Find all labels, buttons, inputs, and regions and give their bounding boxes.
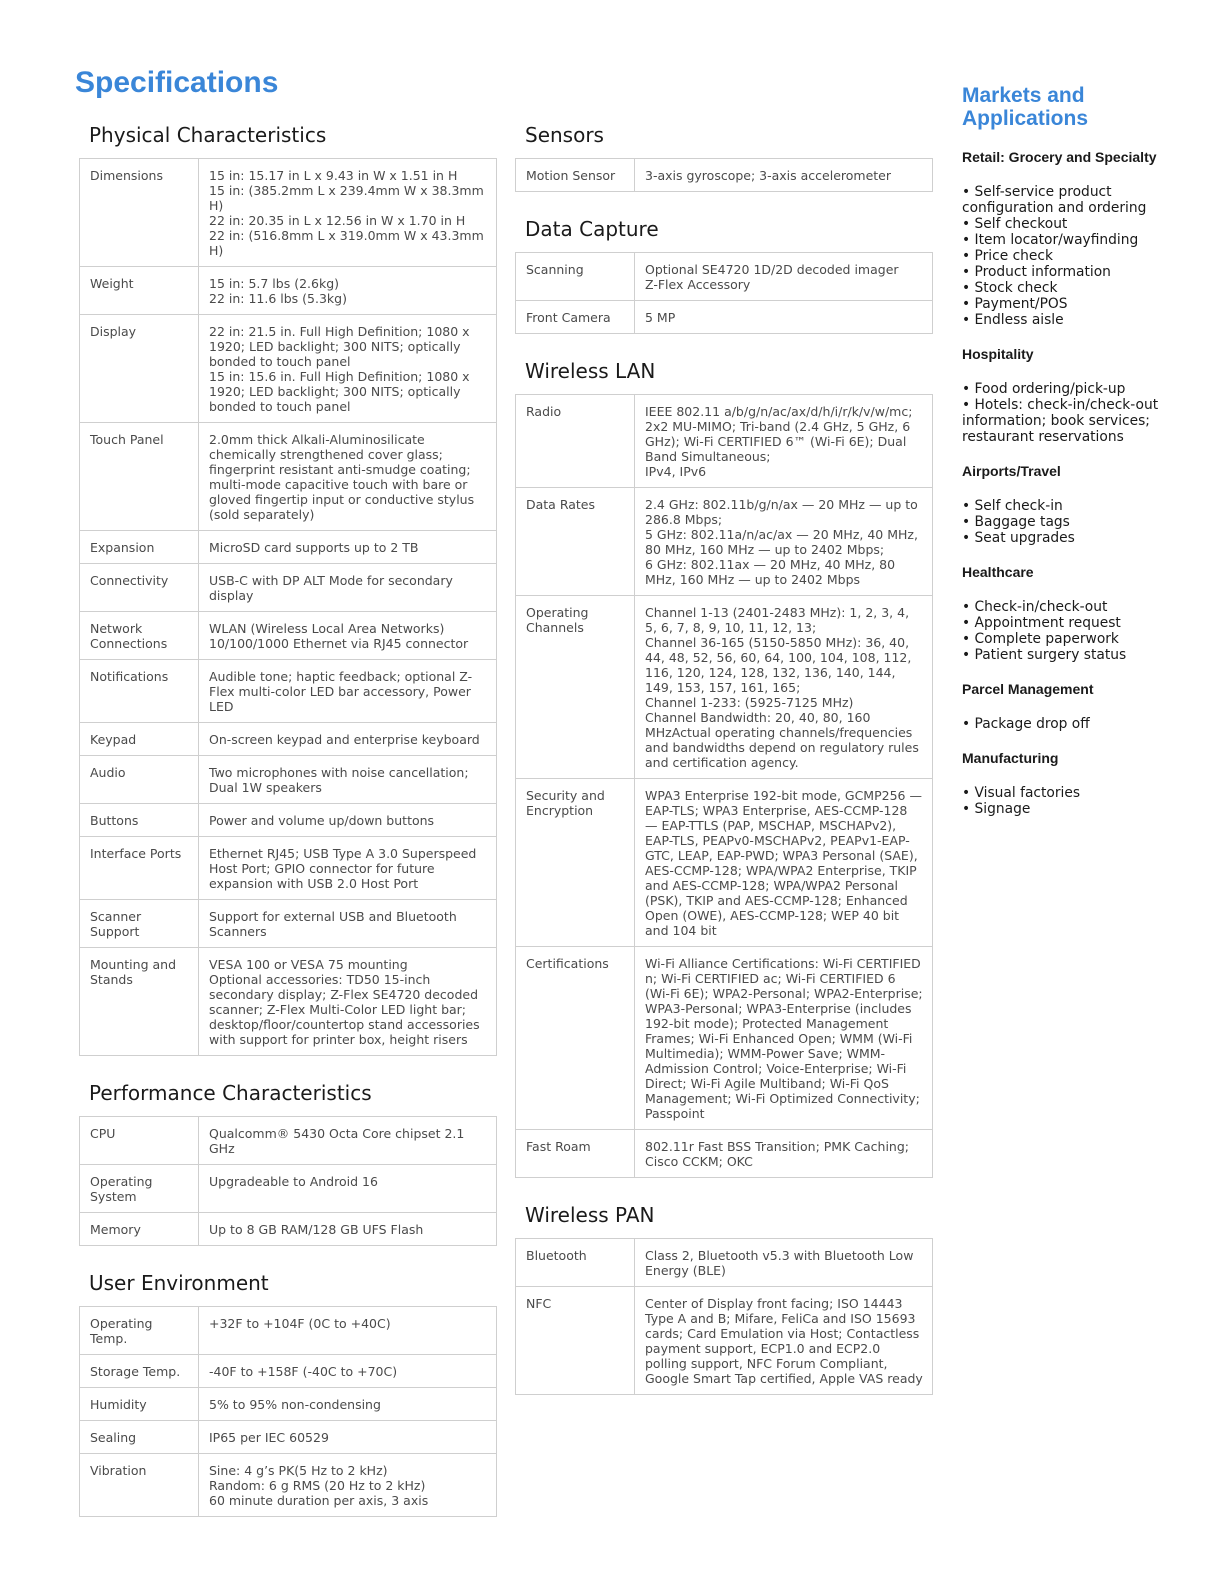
spec-value-line: Qualcomm® 5430 Octa Core chipset 2.1 GHz xyxy=(209,1126,465,1156)
spec-value-line: Channel Bandwidth: 20, 40, 80, 160 MHzActual operating channels/frequencies and bandwidths depend on regulatory rules and certification agency. xyxy=(645,710,919,770)
spec-section-sensors xyxy=(515,120,933,192)
spec-value-line: USB-C with DP ALT Mode for secondary display xyxy=(209,573,453,603)
market-heading: Healthcare xyxy=(962,564,1034,580)
spec-value-line: 2.0mm thick Alkali-Aluminosilicate chemically strengthened cover glass; fingerprint resistant anti-smudge coating; multi-mode capacitive touch with bare or gloved fingertip input or conductive stylus (sold separately) xyxy=(209,432,475,522)
table-row xyxy=(80,267,497,315)
table-row xyxy=(516,488,933,596)
list-item: • Visual factories xyxy=(962,785,1081,801)
spec-value xyxy=(199,723,497,756)
spec-value xyxy=(199,837,497,900)
list-item: • Seat upgrades xyxy=(962,530,1075,546)
spec-value xyxy=(199,159,497,267)
spec-value xyxy=(635,1287,933,1395)
spec-value-line: Channel 1-233: (5925-7125 MHz) xyxy=(645,695,854,710)
spec-table xyxy=(79,1116,497,1246)
spec-label: Scanning xyxy=(516,253,635,301)
table-row xyxy=(80,948,497,1056)
list-item: • Payment/POS xyxy=(962,296,1068,312)
spec-value-line: 5% to 95% non-condensing xyxy=(209,1397,381,1412)
section-title: Data Capture xyxy=(525,217,659,241)
table-row xyxy=(516,779,933,947)
spec-value-line: Ethernet RJ45; USB Type A 3.0 Superspeed Host Port; GPIO connector for future expansion with USB 2.0 Host Port xyxy=(209,846,477,891)
spec-label: Bluetooth xyxy=(516,1239,635,1287)
table-row xyxy=(516,1130,933,1178)
table-row xyxy=(80,1213,497,1246)
spec-label: Memory xyxy=(80,1213,199,1246)
spec-section-wireless-lan xyxy=(515,356,933,1178)
spec-label: Security and Encryption xyxy=(516,779,635,947)
list-item: • Check-in/check-out xyxy=(962,599,1108,615)
spec-label: Keypad xyxy=(80,723,199,756)
spec-value-line: Upgradeable to Android 16 xyxy=(209,1174,378,1189)
spec-label: Weight xyxy=(80,267,199,315)
market-items xyxy=(962,381,1202,445)
spec-value-line: Support for external USB and Bluetooth Scanners xyxy=(209,909,457,939)
spec-value-line: Two microphones with noise cancellation; Dual 1W speakers xyxy=(209,765,469,795)
spec-label: Connectivity xyxy=(80,564,199,612)
spec-value xyxy=(199,315,497,423)
list-item: • Item locator/wayfinding xyxy=(962,232,1139,248)
list-item: • Signage xyxy=(962,801,1031,817)
spec-label: Audio xyxy=(80,756,199,804)
list-item: • Baggage tags xyxy=(962,514,1070,530)
spec-label: Certifications xyxy=(516,947,635,1130)
table-row xyxy=(516,596,933,779)
market-heading: Airports/Travel xyxy=(962,463,1061,479)
list-item: • Stock check xyxy=(962,280,1058,296)
spec-value-line: Audible tone; haptic feedback; optional Z-Flex multi-color LED bar accessory, Power LED xyxy=(209,669,473,714)
spec-label: Storage Temp. xyxy=(80,1355,199,1388)
spec-value-line: Class 2, Bluetooth v5.3 with Bluetooth Low Energy (BLE) xyxy=(645,1248,914,1278)
middle-spec-column xyxy=(515,120,933,1417)
spec-label: Mounting and Stands xyxy=(80,948,199,1056)
spec-value xyxy=(199,804,497,837)
spec-table xyxy=(79,1306,497,1517)
table-row xyxy=(80,723,497,756)
list-item: • Price check xyxy=(962,248,1053,264)
spec-value xyxy=(199,660,497,723)
spec-value xyxy=(199,267,497,315)
spec-value-line: Random: 6 g RMS (20 Hz to 2 kHz) xyxy=(209,1478,426,1493)
spec-value-line: Up to 8 GB RAM/128 GB UFS Flash xyxy=(209,1222,424,1237)
spec-value xyxy=(635,488,933,596)
table-row xyxy=(516,947,933,1130)
spec-value-line: 22 in: 20.35 in L x 12.56 in W x 1.70 in H xyxy=(209,213,466,228)
market-items xyxy=(962,785,1202,817)
table-row xyxy=(516,395,933,488)
spec-label: Dimensions xyxy=(80,159,199,267)
market-heading: Parcel Management xyxy=(962,681,1094,697)
spec-label: Radio xyxy=(516,395,635,488)
table-row xyxy=(516,253,933,301)
table-row xyxy=(80,660,497,723)
table-row xyxy=(516,159,933,192)
spec-value-line: IPv4, IPv6 xyxy=(645,464,707,479)
spec-value xyxy=(199,1421,497,1454)
spec-value-line: Channel 36-165 (5150-5850 MHz): 36, 40, 44, 48, 52, 56, 60, 64, 100, 104, 108, 112, 116, 120, 124, 128, 132, 136, 140, 144, 149, 153, 157, 161, 165; xyxy=(645,635,912,695)
spec-value-line: 802.11r Fast BSS Transition; PMK Caching; Cisco CCKM; OKC xyxy=(645,1139,909,1169)
sidebar-title: Markets and Applications xyxy=(962,84,1089,130)
spec-value xyxy=(635,253,933,301)
list-item: • Food ordering/pick-up xyxy=(962,381,1126,397)
spec-value-line: 10/100/1000 Ethernet via RJ45 connector xyxy=(209,636,469,651)
spec-value-line: 15 in: 5.7 lbs (2.6kg) xyxy=(209,276,340,291)
section-title: Sensors xyxy=(525,123,604,147)
spec-value-line: Z-Flex Accessory xyxy=(645,277,751,292)
spec-value xyxy=(199,531,497,564)
spec-label: Data Rates xyxy=(516,488,635,596)
spec-label: Vibration xyxy=(80,1454,199,1517)
markets-sidebar xyxy=(962,84,1202,835)
table-row xyxy=(80,756,497,804)
spec-value-line: +32F to +104F (0C to +40C) xyxy=(209,1316,391,1331)
spec-label: Notifications xyxy=(80,660,199,723)
spec-label: Operating Channels xyxy=(516,596,635,779)
spec-value-line: 5 MP xyxy=(645,310,676,325)
spec-value-line: Wi-Fi Alliance Certifications: Wi-Fi CERTIFIED n; Wi-Fi CERTIFIED ac; Wi-Fi CERTIFIED 6 (Wi-Fi 6E); WPA2-Personal; WPA2-Enterprise; WPA3-Personal; WPA3-Enterprise (includes 192-bit mode); Protected Management Frames; Wi-Fi Enhanced Open; WMM (Wi-Fi Multimedia); WMM-Power Save; WMM-Admission Control; Voice-Enterprise; Wi-Fi Direct; Wi-Fi Agile Multiband; Wi-Fi QoS Management; Wi-Fi Optimized Connectivity; Passpoint xyxy=(645,956,923,1121)
spec-value-line: 15 in: 15.6 in. Full High Definition; 1080 x 1920; LED backlight; 300 NITS; optically bonded to touch panel xyxy=(209,369,470,414)
spec-label: Interface Ports xyxy=(80,837,199,900)
spec-value xyxy=(199,1454,497,1517)
table-row xyxy=(80,837,497,900)
spec-label: Operating System xyxy=(80,1165,199,1213)
market-items xyxy=(962,599,1202,663)
section-title: Wireless PAN xyxy=(525,1203,655,1227)
spec-value xyxy=(635,596,933,779)
market-items xyxy=(962,716,1202,732)
table-row xyxy=(80,531,497,564)
market-heading: Hospitality xyxy=(962,346,1034,362)
spec-value xyxy=(635,395,933,488)
list-item: • Endless aisle xyxy=(962,312,1064,328)
table-row xyxy=(80,1165,497,1213)
section-title: Performance Characteristics xyxy=(89,1081,372,1105)
spec-section-user-environment xyxy=(79,1268,497,1517)
list-item: • Complete paperwork xyxy=(962,631,1119,647)
spec-value-line: MicroSD card supports up to 2 TB xyxy=(209,540,419,555)
spec-value-line: IEEE 802.11 a/b/g/n/ac/ax/d/h/i/r/k/v/w/mc; 2x2 MU-MIMO; Tri-band (2.4 GHz, 5 GHz, 6 GHz); Wi-Fi CERTIFIED 6™ (Wi-Fi 6E); Dual Band Simultaneous; xyxy=(645,404,913,464)
table-row xyxy=(80,1388,497,1421)
page-title: Specifications xyxy=(75,66,279,99)
spec-label: Expansion xyxy=(80,531,199,564)
spec-value-line: Channel 1-13 (2401-2483 MHz): 1, 2, 3, 4, 5, 6, 7, 8, 9, 10, 11, 12, 13; xyxy=(645,605,910,635)
spec-value-line: WPA3 Enterprise 192-bit mode, GCMP256 — EAP-TLS; WPA3 Enterprise, AES-CCMP-128 — EAP-TTLS (PAP, MSCHAP, MSCHAPv2), EAP-TLS, PEAPv0-MSCHAPv2, PEAPv1-EAP-GTC, LEAP, EAP-PWD; WPA3 Personal (SAE), AES-CCMP-128; WPA/WPA2 Enterprise, TKIP and AES-CCMP-128; WPA/WPA2 Personal (PSK), TKIP and AES-CCMP-128; Enhanced Open (OWE), AES-CCMP-128; WEP 40 bit and 104 bit xyxy=(645,788,922,938)
spec-label: Buttons xyxy=(80,804,199,837)
table-row xyxy=(80,159,497,267)
list-item: • Package drop off xyxy=(962,716,1090,732)
spec-label: Display xyxy=(80,315,199,423)
spec-value-line: VESA 100 or VESA 75 mounting xyxy=(209,957,408,972)
spec-label: Scanner Support xyxy=(80,900,199,948)
spec-label: Touch Panel xyxy=(80,423,199,531)
spec-value xyxy=(199,612,497,660)
spec-label: CPU xyxy=(80,1117,199,1165)
spec-label: NFC xyxy=(516,1287,635,1395)
spec-value xyxy=(635,779,933,947)
spec-section-physical-characteristics xyxy=(79,120,497,1056)
list-item: • Product information xyxy=(962,264,1111,280)
spec-value xyxy=(199,564,497,612)
spec-value xyxy=(199,1388,497,1421)
table-row xyxy=(80,612,497,660)
markets-list xyxy=(962,149,1202,817)
spec-value xyxy=(199,756,497,804)
spec-value xyxy=(199,423,497,531)
table-row xyxy=(516,301,933,334)
spec-value-line: 5 GHz: 802.11a/n/ac/ax — 20 MHz, 40 MHz, 80 MHz, 160 MHz — up to 2402 Mbps; xyxy=(645,527,918,557)
spec-value-line: 6 GHz: 802.11ax — 20 MHz, 40 MHz, 80 MHz, 160 MHz — up to 2402 Mbps xyxy=(645,557,896,587)
spec-value-line: 60 minute duration per axis, 3 axis xyxy=(209,1493,429,1508)
table-row xyxy=(80,900,497,948)
spec-value xyxy=(199,1165,497,1213)
spec-value xyxy=(199,1213,497,1246)
section-title: Wireless LAN xyxy=(525,359,656,383)
list-item: • Appointment request xyxy=(962,615,1121,631)
table-row xyxy=(80,1454,497,1517)
spec-value xyxy=(635,947,933,1130)
spec-value-line: 15 in: 15.17 in L x 9.43 in W x 1.51 in H xyxy=(209,168,458,183)
spec-value-line: -40F to +158F (-40C to +70C) xyxy=(209,1364,398,1379)
spec-value-line: 22 in: (516.8mm L x 319.0mm W x 43.3mm H) xyxy=(209,228,484,258)
table-row xyxy=(80,1307,497,1355)
list-item: • Self-service product configuration and ordering xyxy=(962,184,1147,216)
spec-value-line: On-screen keypad and enterprise keyboard xyxy=(209,732,480,747)
list-item: • Hotels: check-in/check-out information; book services; restaurant reservations xyxy=(962,397,1159,445)
table-row xyxy=(80,423,497,531)
list-item: • Self check-in xyxy=(962,498,1063,514)
spec-value-line: Optional accessories: TD50 15-inch secondary display; Z-Flex SE4720 decoded scanner; Z-Flex Multi-Color LED light bar; desktop/floor/countertop stand accessories with support for printer box, height risers xyxy=(209,972,480,1047)
section-title: Physical Characteristics xyxy=(89,123,327,147)
spec-value xyxy=(635,301,933,334)
spec-value-line: 22 in: 21.5 in. Full High Definition; 1080 x 1920; LED backlight; 300 NITS; optically bonded to touch panel xyxy=(209,324,470,369)
spec-value xyxy=(199,1307,497,1355)
spec-label: Network Connections xyxy=(80,612,199,660)
spec-label: Operating Temp. xyxy=(80,1307,199,1355)
spec-value-line: 3-axis gyroscope; 3-axis accelerometer xyxy=(645,168,892,183)
spec-value xyxy=(199,900,497,948)
spec-label: Sealing xyxy=(80,1421,199,1454)
table-row xyxy=(516,1239,933,1287)
spec-value xyxy=(635,1130,933,1178)
spec-label: Motion Sensor xyxy=(516,159,635,192)
market-heading: Manufacturing xyxy=(962,750,1059,766)
table-row xyxy=(80,804,497,837)
spec-value-line: 2.4 GHz: 802.11b/g/n/ax — 20 MHz — up to 286.8 Mbps; xyxy=(645,497,918,527)
spec-value xyxy=(635,1239,933,1287)
spec-value xyxy=(199,1355,497,1388)
table-row xyxy=(80,564,497,612)
spec-label: Fast Roam xyxy=(516,1130,635,1178)
spec-table xyxy=(515,1238,933,1395)
spec-value-line: Optional SE4720 1D/2D decoded imager xyxy=(645,262,899,277)
spec-value-line: IP65 per IEC 60529 xyxy=(209,1430,329,1445)
spec-value-line: Power and volume up/down buttons xyxy=(209,813,435,828)
spec-value xyxy=(635,159,933,192)
spec-label: Front Camera xyxy=(516,301,635,334)
left-spec-column xyxy=(79,120,497,1539)
market-items xyxy=(962,184,1202,328)
spec-section-wireless-pan xyxy=(515,1200,933,1395)
market-items xyxy=(962,498,1202,546)
table-row xyxy=(80,315,497,423)
table-row xyxy=(80,1421,497,1454)
spec-value-line: Center of Display front facing; ISO 14443 Type A and B; Mifare, FeliCa and ISO 15693 cards; Card Emulation via Host; Contactless payment support, ECP1.0 and ECP2.0 polling support, NFC Forum Compliant, Google Smart Tap certified, Apple VAS ready xyxy=(645,1296,923,1386)
spec-table xyxy=(79,158,497,1056)
table-row xyxy=(80,1117,497,1165)
spec-section-data-capture xyxy=(515,214,933,334)
spec-value xyxy=(199,948,497,1056)
spec-label: Humidity xyxy=(80,1388,199,1421)
spec-value-line: 15 in: (385.2mm L x 239.4mm W x 38.3mm H) xyxy=(209,183,484,213)
spec-table xyxy=(515,252,933,334)
spec-value-line: Sine: 4 g’s PK(5 Hz to 2 kHz) xyxy=(209,1463,388,1478)
spec-section-performance-characteristics xyxy=(79,1078,497,1246)
spec-table xyxy=(515,158,933,192)
spec-value-line: WLAN (Wireless Local Area Networks) xyxy=(209,621,445,636)
market-heading: Retail: Grocery and Specialty xyxy=(962,149,1157,165)
table-row xyxy=(80,1355,497,1388)
spec-value xyxy=(199,1117,497,1165)
list-item: • Self checkout xyxy=(962,216,1068,232)
table-row xyxy=(516,1287,933,1395)
spec-value-line: 22 in: 11.6 lbs (5.3kg) xyxy=(209,291,347,306)
spec-table xyxy=(515,394,933,1178)
section-title: User Environment xyxy=(89,1271,269,1295)
list-item: • Patient surgery status xyxy=(962,647,1127,663)
